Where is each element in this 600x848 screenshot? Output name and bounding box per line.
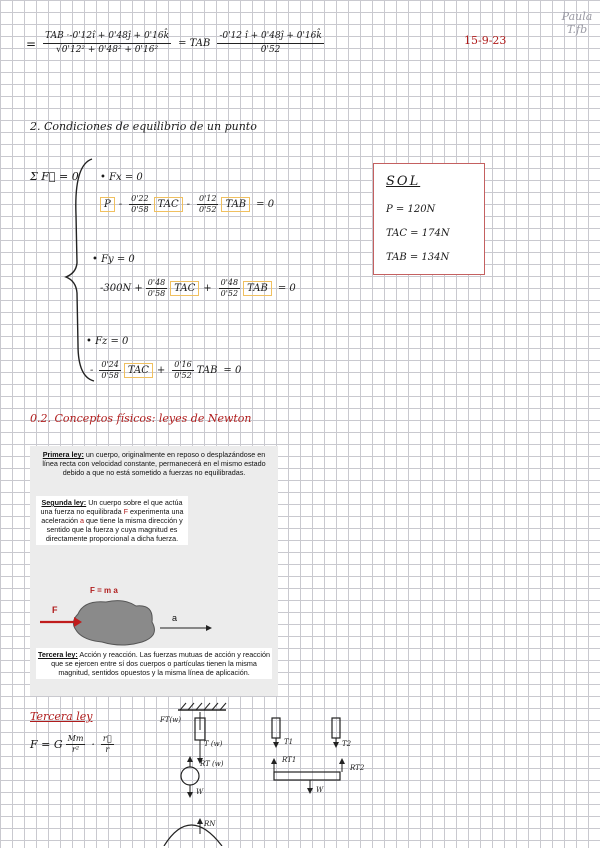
fy-fraction-1-den: 0'58 [147, 289, 166, 298]
fy-start: -300N + [100, 283, 143, 294]
fy-fraction-2-den: 0'52 [220, 289, 239, 298]
fx-fraction-2-num: 0'12 [198, 194, 217, 203]
solution-tac: TAC = 174N [386, 228, 450, 239]
diagram2-t2-label: T2 [342, 740, 352, 748]
signature-name: Paula [561, 10, 593, 23]
third-law-title: Tercera ley: [37, 650, 78, 659]
solution-tab: TAB = 134N [386, 252, 450, 263]
fx-fraction-2 [197, 194, 218, 215]
gravitation-formula [30, 734, 117, 755]
top-formula-equals: = [26, 36, 37, 51]
top-formula-numerator-left: TAB ·-0'12î + 0'48ĵ + 0'16k̂ [43, 30, 171, 44]
gravitation-fraction-2-den: r [105, 745, 110, 754]
system-brace [60, 155, 100, 385]
gravitation-fraction-2-num: r⃗ [102, 734, 112, 743]
fz-label: • Fz = 0 [86, 336, 129, 347]
top-formula-denominator-right: 0'52 [260, 45, 281, 55]
second-law-text-a: Un cuerpo sobre el que actúa una fuerza no equilibrada [40, 498, 183, 516]
fz-minus: - [90, 365, 94, 376]
second-law-accel-label: a [172, 613, 178, 623]
newton-laws-panel [30, 446, 278, 696]
fy-tac: TAC [170, 281, 199, 296]
top-formula [26, 30, 327, 57]
top-formula-numerator-right: -0'12 î + 0'48ĵ + 0'16k̂ [217, 30, 324, 44]
gravitation-fraction-1 [66, 734, 86, 755]
fx-tab: TAB [221, 197, 250, 212]
section-2-title: 2. Condiciones de equilibrio de un punto [30, 120, 257, 133]
fy-tab: TAB [243, 281, 272, 296]
fx-minus-1: - [118, 199, 123, 210]
fy-end: = 0 [277, 283, 296, 294]
fy-equation [100, 278, 296, 299]
fz-equation [90, 360, 241, 381]
gravitation-lhs: F = G [30, 738, 63, 751]
third-law-text: Acción y reacción. Las fuerzas mutuas de acción y reacción que se ejercen entre sí dos cuerpos o partículas tienen la misma magnitud, sentidos opuestos y la misma línea de aplicación. [51, 650, 270, 677]
diagram1-rn-label: RN [204, 820, 216, 828]
fy-fraction-2-num: 0'48 [220, 278, 239, 287]
second-law-f: F [123, 507, 128, 516]
fx-label: • Fx = 0 [100, 172, 143, 183]
fz-fraction-2-num: 0'16 [174, 360, 192, 369]
solution-p: P = 120N [386, 204, 436, 215]
page-date: 15-9-23 [464, 34, 507, 47]
second-law-text-b: experimenta una aceleración [41, 507, 184, 525]
fy-fraction-1 [146, 278, 167, 299]
fx-minus-2: - [186, 199, 190, 210]
diagram1-tw-label: T (w) [204, 740, 223, 748]
diagram2-w-label: W [316, 786, 324, 794]
second-law-title: Segunda ley: [41, 498, 87, 507]
diagram1-ftw-label: FT(w) [160, 716, 181, 724]
fz-tab: TAB [196, 365, 218, 376]
fx-fraction-2-den: 0'52 [198, 205, 217, 214]
fy-fraction-1-num: 0'48 [147, 278, 166, 287]
signature-initials: T.fb [566, 23, 588, 36]
top-formula-fraction-right [217, 30, 324, 57]
first-law-title: Primera ley: [42, 450, 84, 459]
fz-end: = 0 [223, 365, 242, 376]
diagram2-t1-label: T1 [284, 738, 294, 746]
fx-equation [100, 194, 274, 215]
fy-fraction-2 [219, 278, 240, 299]
fx-p: P [100, 197, 115, 212]
third-law-heading: Tercera ley [30, 710, 93, 723]
second-law-a: a [80, 516, 85, 525]
fz-plus: + [156, 365, 166, 376]
diagram1-rtw-label: RT (w) [200, 760, 224, 768]
second-law-text-c: que tiene la misma dirección y sentido que la fuerza y cuya magnitud es directamente proporcional a dicha fuerza. [45, 516, 183, 543]
section-02-title: 0.2. Conceptos físicos: leyes de Newton [30, 412, 252, 425]
fx-fraction-1 [129, 194, 150, 215]
fz-tac: TAC [124, 363, 153, 378]
fx-end: = 0 [256, 199, 275, 210]
second-law-force-label: F [52, 605, 58, 615]
gravitation-fraction-1-den: r² [72, 745, 80, 754]
fy-plus: + [203, 283, 212, 294]
third-law-block [36, 648, 272, 679]
fz-fraction-1 [99, 360, 120, 381]
second-law-formula: F = m a [90, 586, 118, 595]
diagram2-rt1-label: RT1 [282, 756, 297, 764]
fz-fraction-1-num: 0'24 [101, 360, 119, 369]
fz-fraction-2 [172, 360, 193, 381]
sum-forces-label: Σ F⃗ = 0 [30, 170, 79, 183]
first-law-block [40, 450, 268, 477]
solution-box [373, 163, 485, 275]
fx-fraction-1-num: 0'22 [131, 194, 149, 203]
solution-title: SOL [386, 174, 421, 189]
fy-label: • Fy = 0 [92, 254, 135, 265]
fz-fraction-1-den: 0'58 [101, 371, 119, 380]
gravitation-dot: · [91, 738, 95, 751]
gravitation-fraction-2 [101, 734, 114, 755]
top-formula-middle: = TAB [178, 38, 211, 49]
second-law-rock-illustration [36, 596, 272, 648]
second-law-block [36, 496, 188, 545]
first-law-text: un cuerpo, originalmente en reposo o desplazándose en línea recta con velocidad constante, permanecerá en el mismo estado debido a que no está sometido a fuerzas no equilibradas. [42, 450, 266, 477]
fx-tac: TAC [154, 197, 183, 212]
top-formula-denominator-left: √0'12² + 0'48² + 0'16² [56, 45, 159, 55]
diagram2-rt2-label: RT2 [350, 764, 365, 772]
fz-fraction-2-den: 0'52 [174, 371, 192, 380]
fx-fraction-1-den: 0'58 [131, 205, 149, 214]
page-signature [558, 10, 596, 36]
diagram1-w-label: W [196, 788, 204, 796]
top-formula-fraction-left [43, 30, 171, 57]
gravitation-fraction-1-num: Mm [67, 734, 84, 743]
